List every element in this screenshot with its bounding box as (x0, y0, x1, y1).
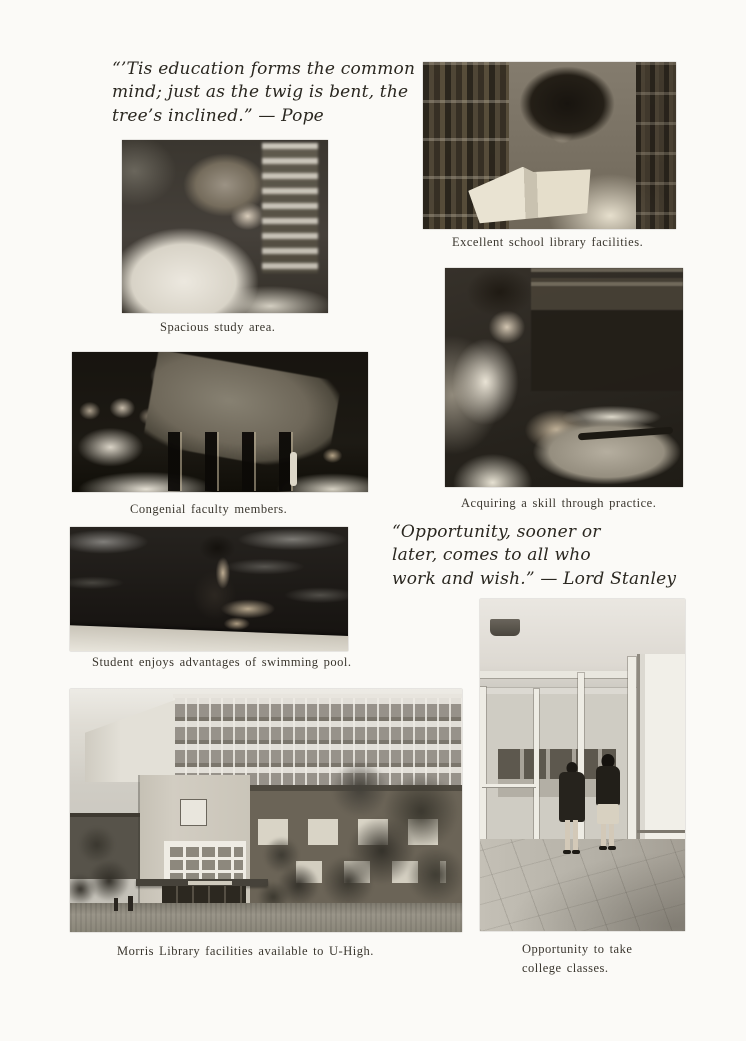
bottles-on-table (158, 432, 294, 491)
caption-morris-library: Morris Library facilities available to U-High. (117, 944, 374, 958)
caption-college-classes (522, 940, 632, 978)
ceiling-light-fixture (490, 619, 520, 636)
quote-pope-line-1: “’Tis education forms the common (112, 59, 416, 79)
table-candle (290, 452, 297, 486)
student-figure-left (556, 762, 588, 862)
caption-faculty-members: Congenial faculty members. (130, 502, 288, 516)
figure-shoe (608, 846, 616, 850)
photo-study-area (122, 140, 328, 313)
entrance-sign (188, 881, 232, 885)
figure-shoe (563, 850, 571, 854)
pool-deck-edge (70, 625, 348, 651)
caption-study-area: Spacious study area. (160, 320, 276, 334)
door-push-bar (482, 784, 536, 788)
figure-leg (565, 820, 570, 850)
caption-swimming-pool: Student enjoys advantages of swimming pool. (92, 655, 352, 669)
photo-swimming-pool (70, 527, 348, 651)
photo-college-hallway (480, 599, 685, 931)
photo-school-library (423, 62, 676, 229)
quote-stanley-line-3: work and wish.” — Lord Stanley (392, 568, 677, 589)
figure-shoe (599, 846, 607, 850)
caption-college-line-2: college classes. (522, 960, 609, 975)
pedestrian (128, 896, 133, 911)
caption-school-library: Excellent school library facilities. (452, 235, 644, 249)
pedestrian (114, 898, 118, 911)
quote-pope-line-2: mind; just as the twig is bent, the (112, 82, 409, 103)
figure-leg (609, 824, 614, 846)
window-sill (637, 830, 685, 833)
caption-typing-practice: Acquiring a skill through practice. (461, 496, 657, 510)
photo-typing-practice (445, 268, 683, 487)
quote-pope-line-3: tree’s inclined.” — Pope (112, 105, 324, 126)
figure-skirt (597, 804, 619, 824)
clock-icon (180, 799, 207, 826)
study-window-light (262, 143, 318, 273)
figure-coat (596, 766, 620, 806)
figure-leg (601, 824, 606, 846)
bookshelf-right (636, 62, 676, 229)
student-figure-right (593, 754, 623, 856)
figure-leg (573, 820, 578, 850)
background-machinery (531, 268, 683, 391)
photo-faculty-members (72, 352, 368, 492)
figure-shoe (572, 850, 580, 854)
quote-stanley (392, 521, 676, 591)
photo-morris-library (70, 689, 462, 932)
quote-pope (112, 58, 415, 128)
caption-college-line-1: Opportunity to take (522, 942, 633, 956)
typewriter-platen (578, 427, 673, 441)
quote-stanley-line-2: later, comes to all who (392, 545, 591, 566)
door-transom-bar (480, 671, 636, 679)
quote-stanley-line-1: “Opportunity, sooner or (392, 522, 601, 542)
building-white-wall (85, 700, 175, 782)
tree-right (316, 751, 462, 923)
figure-coat (559, 772, 585, 822)
